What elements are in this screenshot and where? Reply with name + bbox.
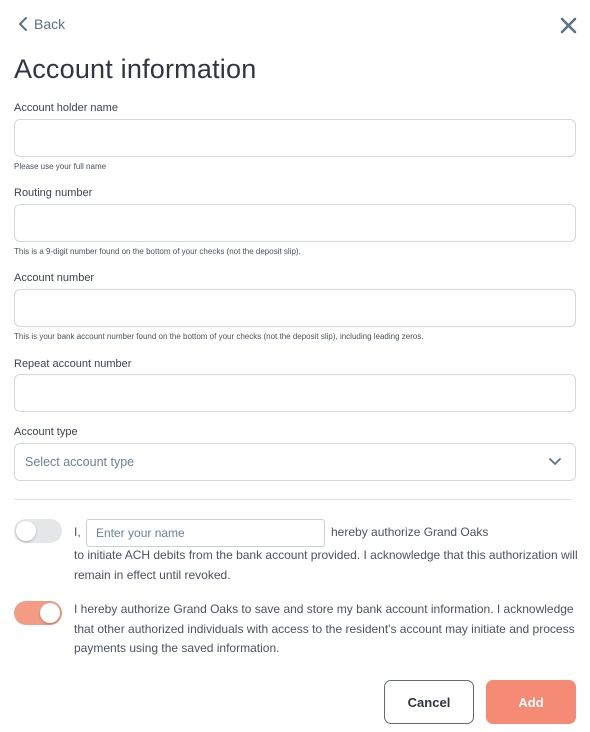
account-holder-name-input[interactable]: [14, 119, 576, 157]
toggle-knob: [16, 521, 36, 541]
back-label: Back: [34, 16, 66, 32]
repeat-account-number-label: Repeat account number: [14, 358, 132, 370]
ach-prefix-text: I,: [74, 525, 81, 539]
authorizer-name-input[interactable]: [86, 519, 325, 547]
ach-authorization-toggle[interactable]: [14, 519, 62, 543]
account-number-hint: This is your bank account number found on the bottom of your checks (not the deposit slip), including leading zeros.: [14, 332, 424, 341]
chevron-down-icon: [549, 457, 561, 467]
section-divider: [14, 499, 573, 500]
ach-suffix-text: hereby authorize Grand Oaks: [331, 525, 489, 539]
repeat-account-number-input[interactable]: [14, 374, 576, 412]
store-account-toggle[interactable]: [14, 601, 62, 625]
close-icon[interactable]: [560, 17, 577, 34]
account-holder-name-hint: Please use your full name: [14, 162, 107, 171]
toggle-knob: [40, 603, 60, 623]
account-type-select[interactable]: [14, 443, 576, 481]
account-number-label: Account number: [14, 272, 95, 284]
account-number-input[interactable]: [14, 289, 576, 327]
account-type-placeholder: Select account type: [25, 455, 135, 469]
account-holder-name-label: Account holder name: [14, 102, 118, 114]
routing-number-label: Routing number: [14, 187, 93, 199]
cancel-button[interactable]: Cancel: [384, 680, 474, 724]
ach-authorization-text: to initiate ACH debits from the bank account provided. I acknowledge that this authorization will remain in effect until revoked.: [74, 548, 578, 582]
add-button[interactable]: Add: [486, 680, 576, 724]
chevron-left-icon: [18, 17, 28, 31]
routing-number-hint: This is a 9-digit number found on the bottom of your checks (not the deposit slip).: [14, 247, 301, 256]
account-type-label: Account type: [14, 426, 78, 438]
page-title: Account information: [14, 54, 257, 84]
store-account-authorization-text: I hereby authorize Grand Oaks to save and store my bank account information. I acknowledge that other authorized individuals with access to the resident's account may initiate and process payments using the saved information.: [74, 602, 575, 655]
top-bar: [0, 0, 590, 52]
routing-number-input[interactable]: [14, 204, 576, 242]
back-button[interactable]: [18, 16, 65, 32]
